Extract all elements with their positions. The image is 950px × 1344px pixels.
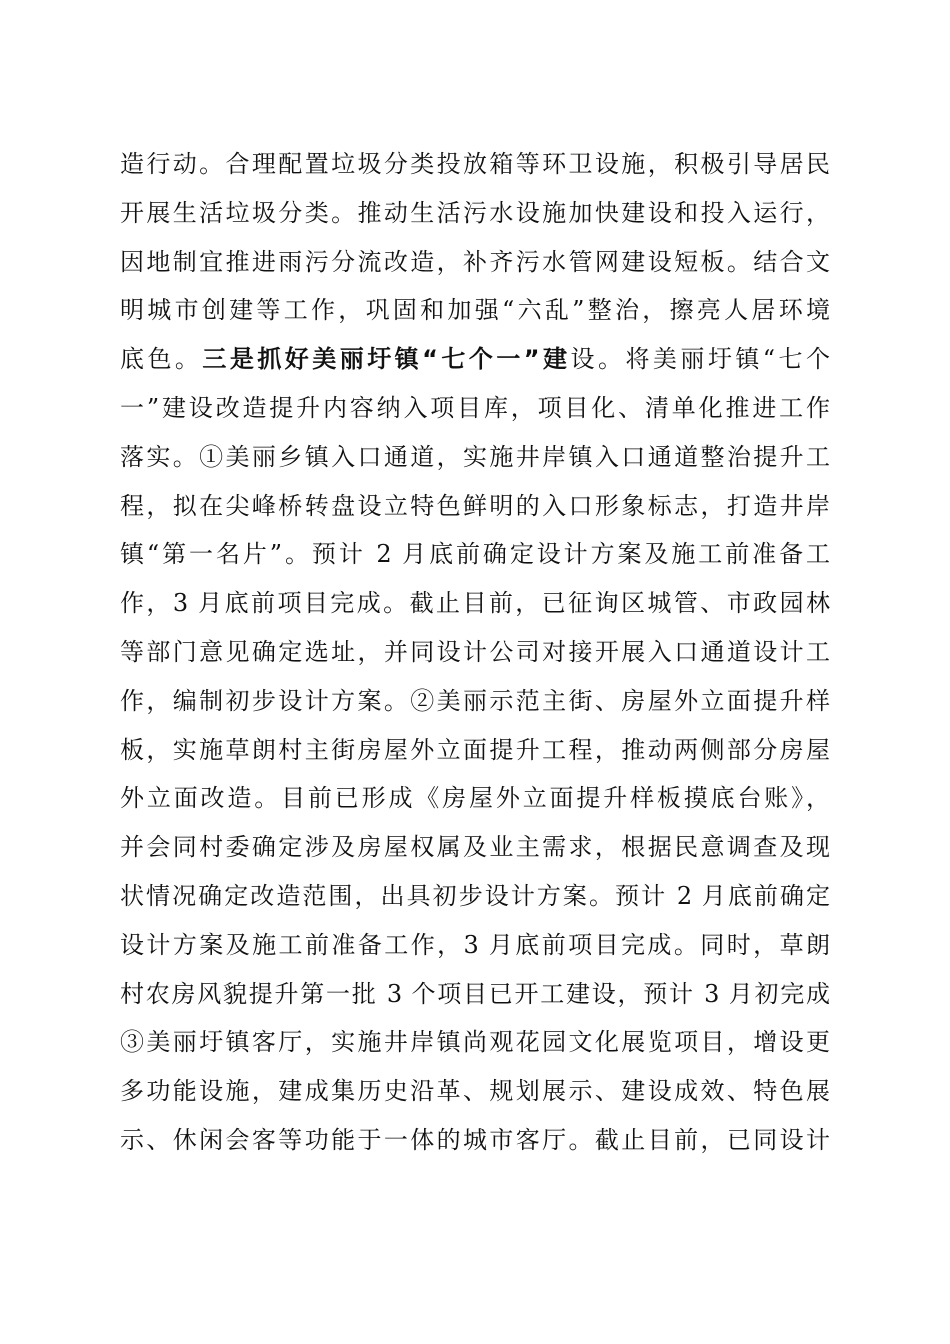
text-line: 村农房风貌提升第一批 3 个项目已开工建设，预计 3 月初完成 <box>120 979 830 1008</box>
text-line: 明城市创建等工作，巩固和加强“六乱”整治，擦亮人居环境 <box>120 296 830 325</box>
text-line: 作，编制初步设计方案。②美丽示范主街、房屋外立面提升样 <box>120 686 830 715</box>
text-line: 示、休闲会客等功能于一体的城市客厅。截止目前，已同设计 <box>120 1125 830 1154</box>
body-text <box>120 140 830 1165</box>
text-line: 一”建设改造提升内容纳入项目库，项目化、清单化推进工作 <box>120 393 830 422</box>
text-line: 状情况确定改造范围，出具初步设计方案。预计 2 月底前确定 <box>120 881 830 910</box>
text-segment: 底色。 <box>120 345 203 374</box>
text-line-with-heading <box>120 335 830 384</box>
text-line: 等部门意见确定选址，并同设计公司对接开展入口通道设计工 <box>120 637 830 666</box>
text-line: ③美丽圩镇客厅，实施井岸镇尚观花园文化展览项目，增设更 <box>120 1028 830 1057</box>
text-line: 多功能设施，建成集历史沿革、规划展示、建设成效、特色展 <box>120 1077 830 1106</box>
text-line: 作，3 月底前项目完成。截止目前，已征询区城管、市政园林 <box>120 589 830 618</box>
text-line: 设计方案及施工前准备工作，3 月底前项目完成。同时，草朗 <box>120 930 830 959</box>
text-line: 并会同村委确定涉及房屋权属及业主需求，根据民意调查及现 <box>120 833 830 862</box>
text-line: 板，实施草朗村主街房屋外立面提升工程，推动两侧部分房屋 <box>120 735 830 764</box>
text-line: 落实。①美丽乡镇入口通道，实施井岸镇入口通道整治提升工 <box>120 442 830 471</box>
text-line: 开展生活垃圾分类。推动生活污水设施加快建设和投入运行， <box>120 198 830 227</box>
text-line: 造行动。合理配置垃圾分类投放箱等环卫设施，积极引导居民 <box>120 150 830 178</box>
text-line: 程，拟在尖峰桥转盘设立特色鲜明的入口形象标志，打造井岸 <box>120 491 830 520</box>
text-line: 因地制宜推进雨污分流改造，补齐污水管网建设短板。结合文 <box>120 247 830 276</box>
text-line: 镇“第一名片”。预计 2 月底前确定设计方案及施工前准备工 <box>120 540 830 569</box>
inline-heading: 三是抓好美丽圩镇“七个一”建 <box>202 345 571 374</box>
text-segment: 设。将美丽圩镇“七个 <box>570 345 830 374</box>
text-line: 外立面改造。目前已形成《房屋外立面提升样板摸底台账》， <box>120 784 830 813</box>
